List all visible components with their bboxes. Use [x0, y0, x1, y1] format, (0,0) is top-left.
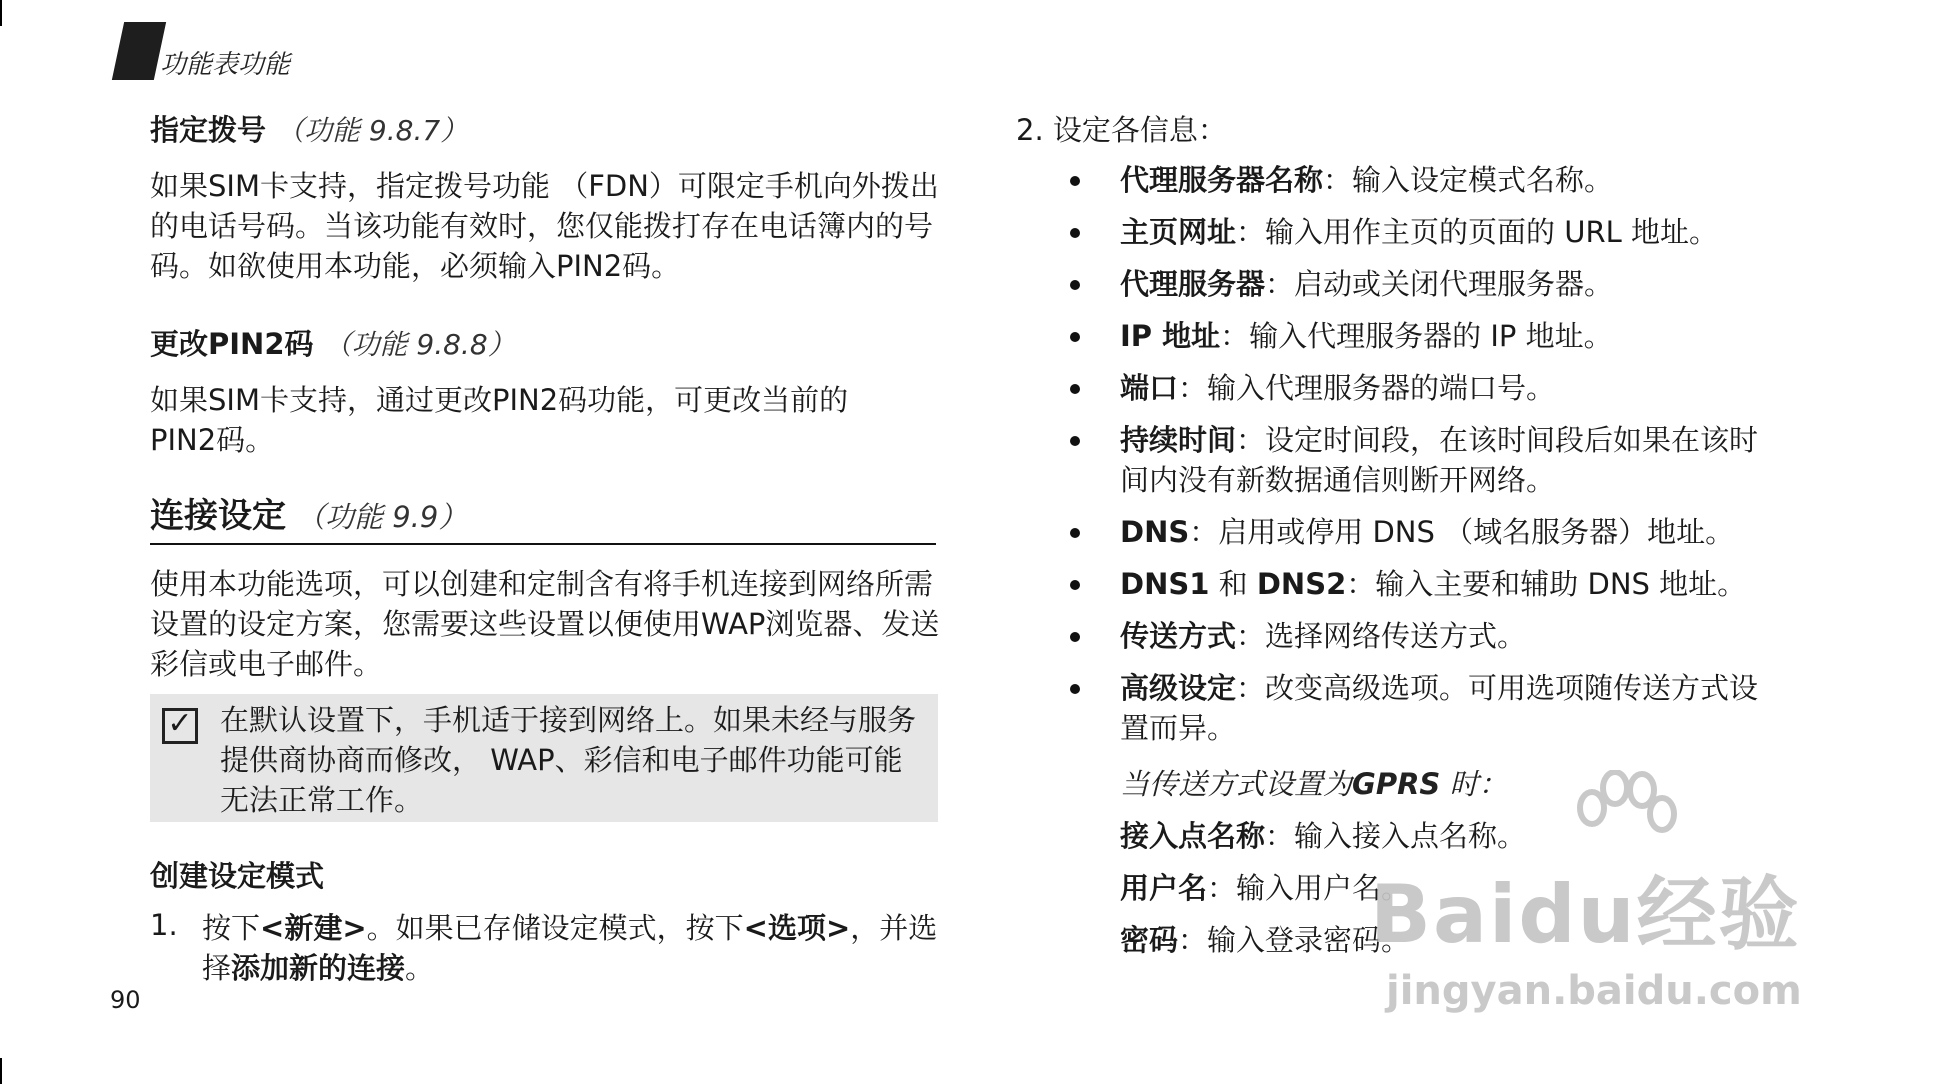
- conn-func: （功能 9.9）: [296, 500, 468, 534]
- list-item-homepage: 主页网址：输入用作主页的页面的 URL 地址。: [1016, 212, 1836, 252]
- list-item-proxy-name: 代理服务器名称：输入设定模式名称。: [1016, 160, 1836, 200]
- conn-text: 使用本功能选项，可以创建和定制含有将手机连接到网络所需设置的设定方案，您需要这些设置以便使用WAP浏览器、发送彩信或电子邮件。: [150, 567, 940, 681]
- header-bar: [112, 22, 166, 80]
- bullet-icon: [1070, 580, 1080, 590]
- list-item-duration: 持续时间：设定时间段，在该时间段后如果在该时间内没有新数据通信则断开网络。: [1016, 420, 1780, 500]
- page-number: 90: [110, 986, 141, 1014]
- watermark-url: jingyan.baidu.com: [1386, 968, 1802, 1014]
- fdn-title: 指定拨号: [150, 113, 267, 147]
- bullet-icon: [1070, 684, 1080, 694]
- fdn-func: （功能 9.8.7）: [276, 114, 469, 147]
- list-item-ip: IP 地址：输入代理服务器的 IP 地址。: [1016, 316, 1836, 356]
- list-item-dns: DNS：启用或停用 DNS （域名服务器）地址。: [1016, 512, 1836, 552]
- password-line: 密码：输入登录密码。: [1120, 923, 1411, 957]
- bullet-icon: [1070, 632, 1080, 642]
- apn-line: 接入点名称：输入接入点名称。: [1120, 819, 1527, 853]
- list-item-proxy: 代理服务器：启动或关闭代理服务器。: [1016, 264, 1836, 304]
- list-item-dns12: DNS1 和 DNS2：输入主要和辅助 DNS 地址。: [1016, 564, 1836, 604]
- crop-mark-top: [0, 0, 2, 26]
- pin2-func: （功能 9.8.8）: [323, 328, 516, 361]
- fdn-text: 如果SIM卡支持，指定拨号功能 （FDN）可限定手机向外拨出的电话号码。当该功能有效时，您仅能拨打存在电话簿内的号码。如欲使用本功能，必须输入PIN2码。: [150, 169, 939, 283]
- section-pin2-title: [150, 322, 516, 363]
- username-line: 用户名：输入用户名。: [1120, 871, 1411, 905]
- create-profile-title: 创建设定模式: [150, 859, 325, 893]
- bullet-icon: [1070, 332, 1080, 342]
- note-text: 在默认设置下，手机适于接到网络上。如果未经与服务提供商协商而修改， WAP、彩信和电子邮件功能可能无法正常工作。: [220, 703, 917, 817]
- checkmark-icon: ✓: [162, 708, 198, 744]
- pin2-title: 更改PIN2码: [150, 327, 314, 361]
- watermark-brand: Baidu经验: [1370, 868, 1801, 961]
- crop-mark-bottom: [0, 1058, 2, 1084]
- step-1: [150, 908, 940, 988]
- header-title: 功能表功能: [160, 50, 291, 80]
- bullet-icon: [1070, 280, 1080, 290]
- bullet-icon: [1070, 228, 1080, 238]
- step-1-text: 按下<新建>。如果已存储设定模式，按下<选项>，并选择添加新的连接。: [202, 911, 938, 985]
- settings-list: [1016, 160, 1836, 760]
- section-fdn-title: [150, 108, 468, 149]
- list-item-advanced: 高级设定：改变高级选项。可用选项随传送方式设置而异。: [1016, 668, 1780, 748]
- bullet-icon: [1070, 528, 1080, 538]
- gprs-intro: 当传送方式设置为GPRS 时：: [1120, 767, 1508, 801]
- bullet-icon: [1070, 176, 1080, 186]
- section-connection-title: [150, 488, 936, 545]
- list-item-transport: 传送方式：选择网络传送方式。: [1016, 616, 1836, 656]
- note-box: [150, 694, 938, 822]
- pin2-text: 如果SIM卡支持，通过更改PIN2码功能，可更改当前的PIN2码。: [150, 383, 849, 457]
- bullet-icon: [1070, 384, 1080, 394]
- step-1-number: 1.: [150, 908, 178, 942]
- list-item-port: 端口：输入代理服务器的端口号。: [1016, 368, 1836, 408]
- conn-title: 连接设定: [150, 496, 286, 536]
- step-2: 2. 设定各信息：: [1016, 113, 1227, 147]
- bullet-icon: [1070, 436, 1080, 446]
